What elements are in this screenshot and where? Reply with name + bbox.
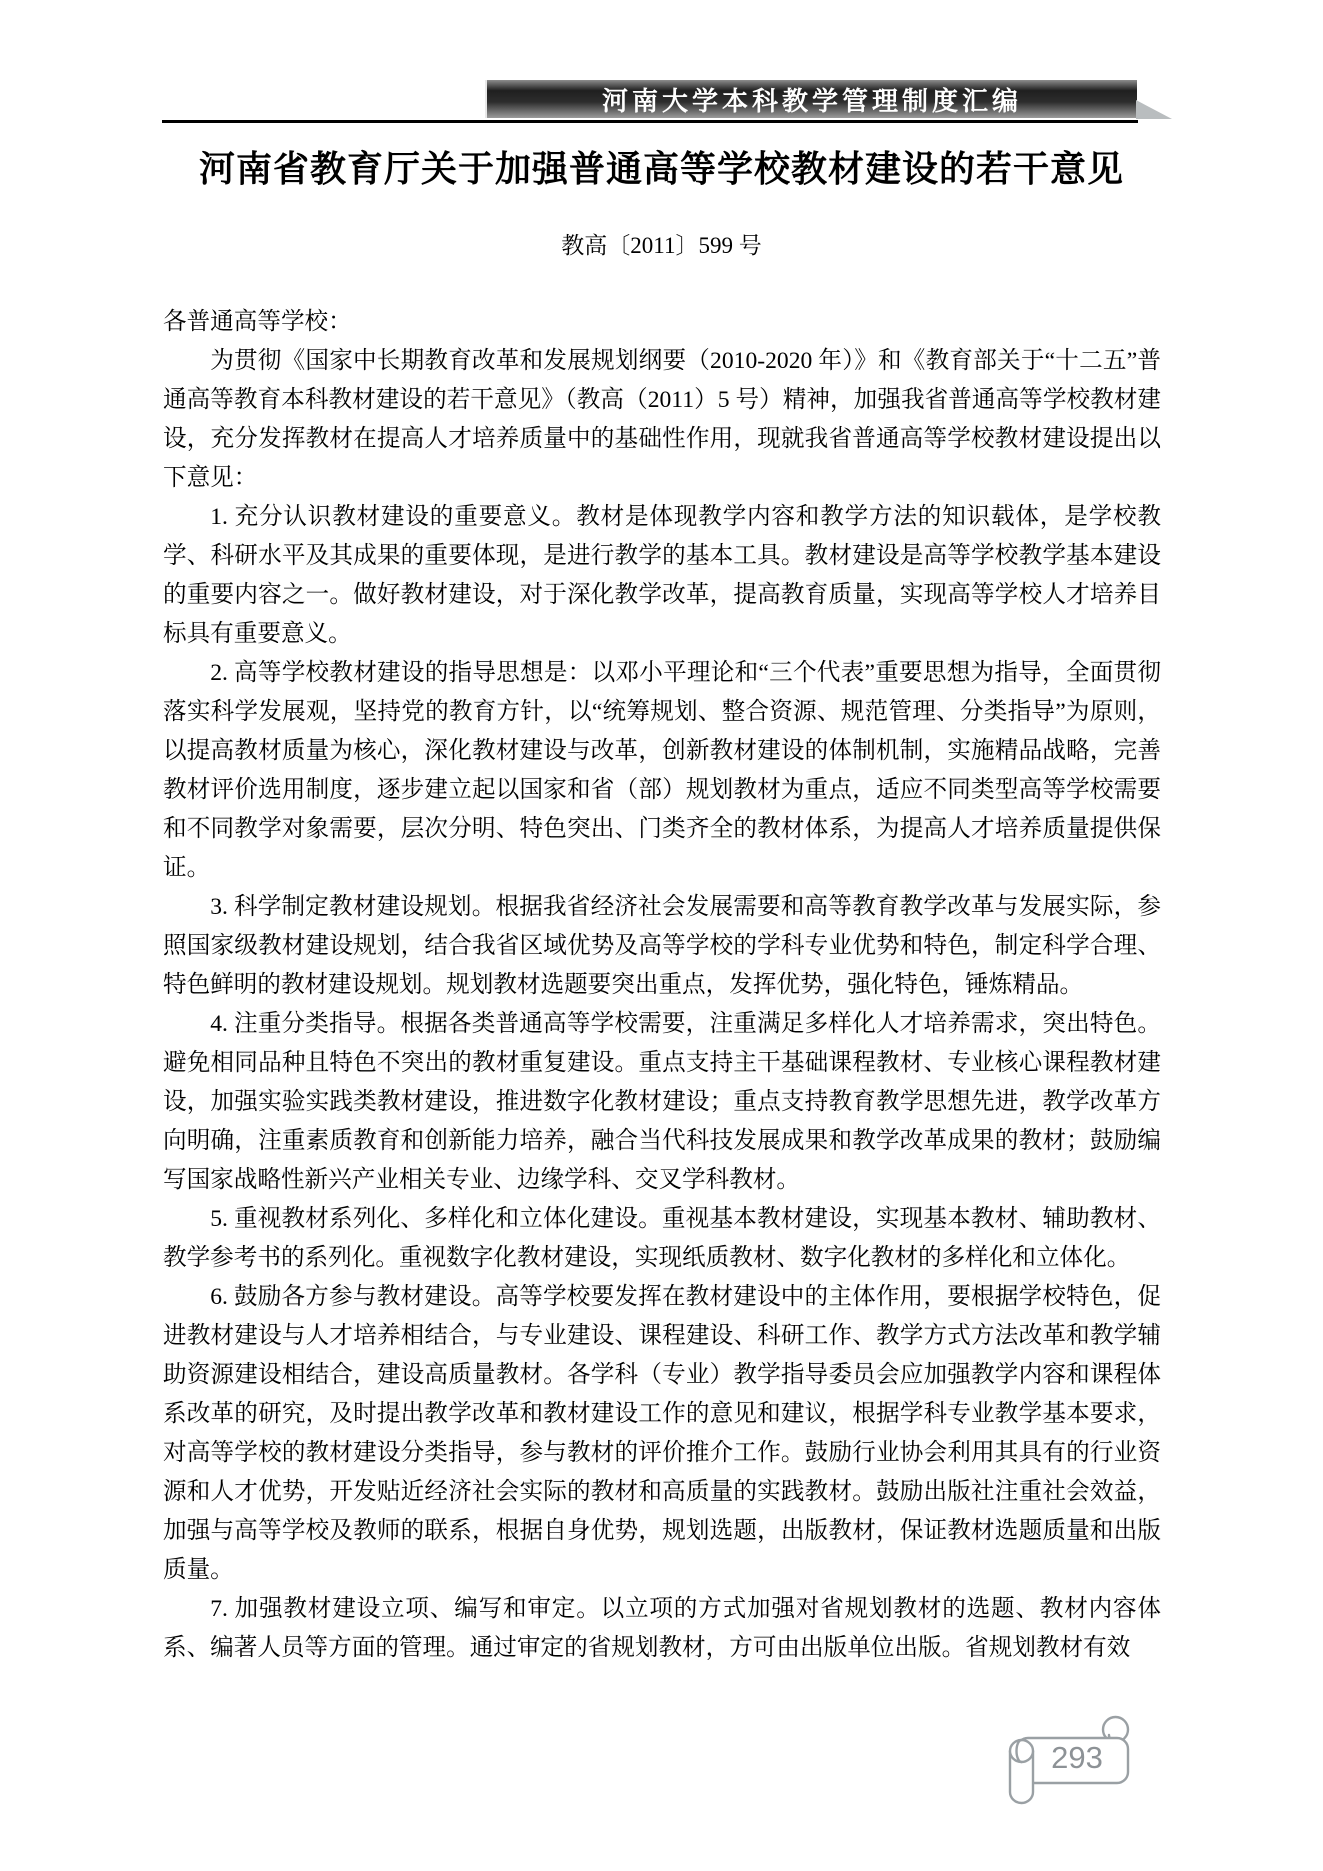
banner-corner-arrow-icon: [1136, 100, 1172, 119]
paragraph-4: 4. 注重分类指导。根据各类普通高等学校需要，注重满足多样化人才培养需求，突出特色。避免相同品种且特色不突出的教材重复建设。重点支持主干基础课程教材、专业核心课程教材建设，加强实验实践类教材建设，推进数字化教材建设；重点支持教育教学思想先进，教学改革方向明确，注重素质教育和创新能力培养，融合当代科技发展成果和教学改革成果的教材；鼓励编写国家战略性新兴产业相关专业、边缘学科、交叉学科教材。: [163, 1011, 1161, 1193]
document-body: [163, 303, 1161, 1668]
paragraph-1: 1. 充分认识教材建设的重要意义。教材是体现教学内容和教学方法的知识载体，是学校教学、科研水平及其成果的重要体现，是进行教学的基本工具。教材建设是高等学校教学基本建设的重要内容之一。做好教材建设，对于深化教学改革，提高教育质量，实现高等学校人才培养目标具有重要意义。: [163, 504, 1161, 647]
paragraph-3: 3. 科学制定教材建设规划。根据我省经济社会发展需要和高等教育教学改革与发展实际，参照国家级教材建设规划，结合我省区域优势及高等学校的学科专业优势和特色，制定科学合理、特色鲜明的教材建设规划。规划教材选题要突出重点，发挥优势，强化特色，锤炼精品。: [163, 894, 1161, 998]
paragraph-7: 7. 加强教材建设立项、编写和审定。以立项的方式加强对省规划教材的选题、教材内容体系、编著人员等方面的管理。通过审定的省规划教材，方可由出版单位出版。省规划教材有效: [163, 1596, 1161, 1661]
paragraph-intro: 为贯彻《国家中长期教育改革和发展规划纲要（2010-2020 年）》和《教育部关于“十二五”普通高等教育本科教材建设的若干意见》（教高（2011）5 号）精神，加强我省普通高等学校教材建设，充分发挥教材在提高人才培养质量中的基础性作用，现就我省普通高等学校教材建设提出以下意见：: [163, 348, 1161, 491]
paragraph-6: 6. 鼓励各方参与教材建设。高等学校要发挥在教材建设中的主体作用，要根据学校特色，促进教材建设与人才培养相结合，与专业建设、课程建设、科研工作、教学方式方法改革和教学辅助资源建设相结合，建设高质量教材。各学科（专业）教学指导委员会应加强教学内容和课程体系改革的研究，及时提出教学改革和教材建设工作的意见和建议，根据学科专业教学基本要求，对高等学校的教材建设分类指导，参与教材的评价推介工作。鼓励行业协会利用其具有的行业资源和人才优势，开发贴近经济社会实际的教材和高质量的实践教材。鼓励出版社注重社会效益，加强与高等学校及教师的联系，根据自身优势，规划选题，出版教材，保证教材选题质量和出版质量。: [163, 1284, 1161, 1583]
header-rule: [162, 120, 1138, 123]
paragraph-2: 2. 高等学校教材建设的指导思想是：以邓小平理论和“三个代表”重要思想为指导，全面贯彻落实科学发展观，坚持党的教育方针，以“统筹规划、整合资源、规范管理、分类指导”为原则，以提高教材质量为核心，深化教材建设与改革，创新教材建设的体制机制，实施精品战略，完善教材评价选用制度，逐步建立起以国家和省（部）规划教材为重点，适应不同类型高等学校需要和不同教学对象需要，层次分明、特色突出、门类齐全的教材体系，为提高人才培养质量提供保证。: [163, 660, 1161, 881]
document-number: 教高〔2011〕599 号: [561, 233, 762, 258]
header-banner: [485, 80, 1137, 118]
salutation: 各普通高等学校：: [163, 309, 352, 335]
page-number: 293: [1051, 1740, 1103, 1775]
document-title: 河南省教育厅关于加强普通高等学校教材建设的若干意见: [198, 148, 1124, 189]
paragraph-5: 5. 重视教材系列化、多样化和立体化建设。重视基本教材建设，实现基本教材、辅助教材、教学参考书的系列化。重视数字化教材建设，实现纸质教材、数字化教材的多样化和立体化。: [163, 1206, 1161, 1271]
header-banner-title: 河南大学本科教学管理制度汇编: [601, 85, 1022, 116]
